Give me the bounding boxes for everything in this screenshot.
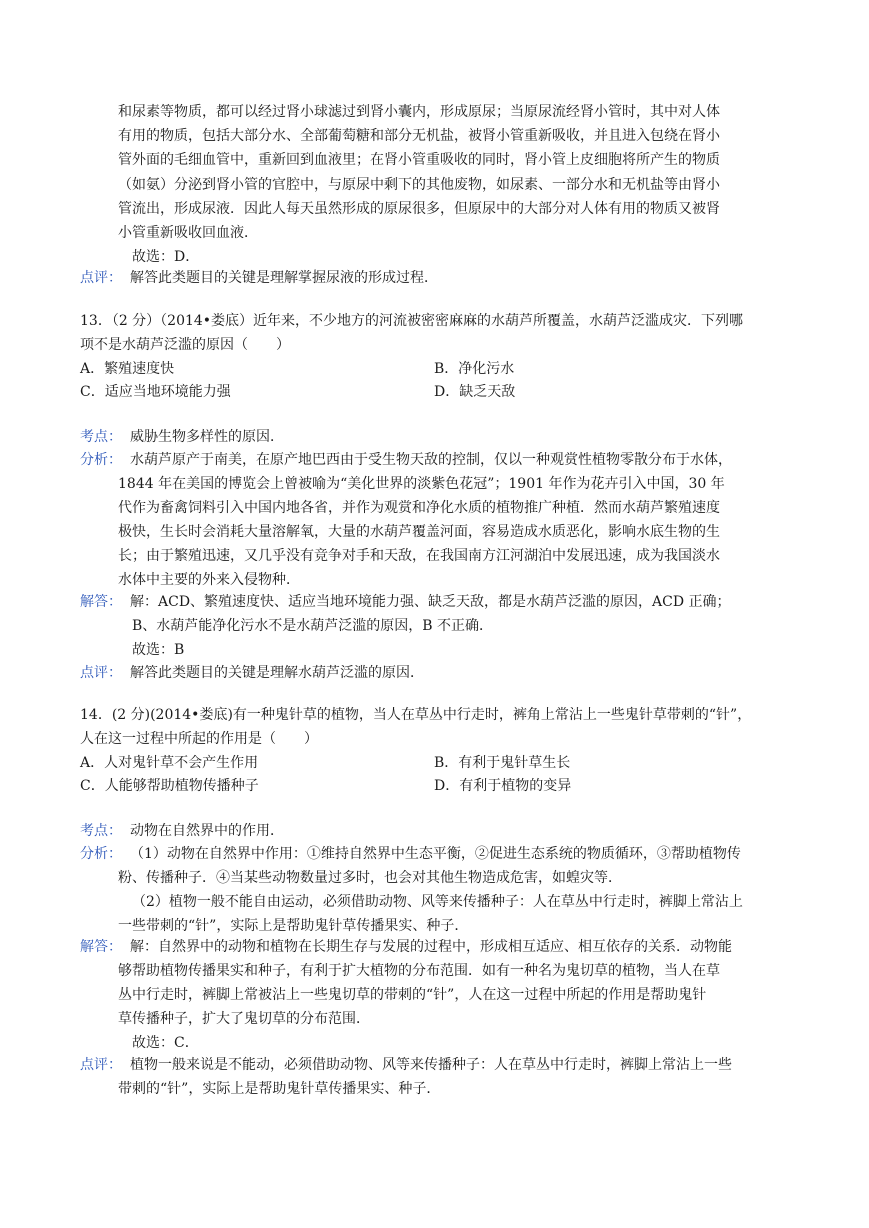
q13-stem-line: 13．（2 分）（2014•娄底）近年来，不少地方的河流被密密麻麻的水葫芦所覆盖，水葫芦泛滥成灾．下列哪	[80, 313, 744, 329]
q13-option-a: A．繁殖速度快	[80, 361, 175, 377]
q13-stem-line: 项不是水葫芦泛滥的原因（ ）	[80, 337, 290, 353]
q13-answer-label: 解答：	[80, 594, 122, 610]
q13-comment-text: 解答此类题目的关键是理解水葫芦泛滥的原因．	[130, 665, 424, 681]
q14-option-a: A．人对鬼针草不会产生作用	[80, 755, 259, 771]
q12-answer-choice: 故选：D．	[132, 249, 200, 265]
q14-comment-label: 点评：	[80, 1057, 122, 1073]
q13-comment-label: 点评：	[80, 665, 122, 681]
q12-analysis-line: 管流出，形成尿液．因此人每天虽然形成的原尿很多，但原尿中的大部分对人体有用的物质又被肾	[118, 201, 720, 217]
q13-analysis-line: 极快，生长时会消耗大量溶解氧，大量的水葫芦覆盖河面，容易造成水质恶化，影响水底生物的生	[118, 524, 720, 540]
q14-option-b: B．有利于鬼针草生长	[434, 755, 571, 771]
q13-analysis-line: 代作为畜禽饲料引入中国内地各省，并作为观赏和净化水质的植物推广种植．然而水葫芦繁殖速度	[118, 500, 720, 516]
q14-answer-line: 够帮助植物传播果实和种子，有利于扩大植物的分布范围．如有一种名为鬼切草的植物，当人在草	[118, 963, 720, 979]
q13-point-label: 考点：	[80, 429, 122, 445]
q13-analysis-line: 长；由于繁殖迅速，又几乎没有竞争对手和天敌，在我国南方江河湖泊中发展迅速，成为我国淡水	[118, 548, 720, 564]
q13-analysis-line: 水体中主要的外来入侵物种．	[118, 572, 300, 588]
q14-answer-line: 解：自然界中的动物和植物在长期生存与发展的过程中，形成相互适应、相互依存的关系．动物能	[130, 939, 732, 955]
q12-analysis-line: （如氨）分泌到肾小管的官腔中，与原尿中剩下的其他废物，如尿素、一部分水和无机盐等由肾小	[118, 177, 720, 193]
q12-analysis-line: 和尿素等物质，都可以经过肾小球滤过到肾小囊内，形成原尿；当原尿流经肾小管时，其中对人体	[118, 104, 720, 120]
q14-answer-label: 解答：	[80, 939, 122, 955]
q13-answer-choice: 故选：B	[132, 642, 185, 658]
q12-comment-text: 解答此类题目的关键是理解掌握尿液的形成过程．	[130, 270, 438, 286]
q14-comment-line: 带刺的“针”，实际上是帮助鬼针草传播果实、种子．	[118, 1081, 441, 1097]
q13-answer-line: B、水葫芦能净化污水不是水葫芦泛滥的原因，B 不正确．	[132, 618, 494, 634]
q12-analysis-line: 小管重新吸收回血液．	[118, 225, 258, 241]
q13-analysis-line: 水葫芦原产于南美，在原产地巴西由于受生物天敌的控制，仅以一种观赏性植物零散分布于水体，	[130, 452, 732, 468]
q14-answer-line: 丛中行走时，裤脚上常被沾上一些鬼切草的带刺的“针”，人在这一过程中所起的作用是帮助鬼针	[118, 987, 707, 1003]
q13-point-text: 威胁生物多样性的原因．	[130, 429, 284, 445]
q13-option-b: B．净化污水	[434, 361, 515, 377]
q14-stem-line: 人在这一过程中所起的作用是（ ）	[80, 731, 318, 747]
q14-analysis-line: 粉、传播种子．④当某些动物数量过多时，也会对其他生物造成危害，如蝗灾等．	[118, 870, 622, 886]
q14-option-d: D．有利于植物的变异	[434, 778, 572, 794]
q14-point-text: 动物在自然界中的作用．	[130, 823, 284, 839]
q14-analysis-line: （2）植物一般不能自由运动，必须借助动物、风等来传播种子：人在草丛中行走时，裤脚上常沾上	[132, 894, 743, 910]
q12-analysis-line: 管外面的毛细血管中，重新回到血液里；在肾小管重吸收的同时，肾小管上皮细胞将所产生的物质	[118, 152, 720, 168]
q13-option-c: C．适应当地环境能力强	[80, 384, 231, 400]
q14-analysis-line: （1）动物在自然界中作用：①维持自然界中生态平衡，②促进生态系统的物质循环，③帮助植物传	[130, 846, 741, 862]
q12-comment-label: 点评：	[80, 270, 122, 286]
q13-analysis-label: 分析：	[80, 452, 122, 468]
q14-point-label: 考点：	[80, 823, 122, 839]
q14-analysis-label: 分析：	[80, 846, 122, 862]
q14-analysis-line: 一些带刺的“针”，实际上是帮助鬼针草传播果实、种子．	[118, 918, 469, 934]
q13-analysis-line: 1844 年在美国的博览会上曾被喻为“美化世界的淡紫色花冠”；1901 年作为花卉引入中国，30 年	[118, 476, 725, 492]
q13-option-d: D．缺乏天敌	[434, 384, 516, 400]
q13-answer-line: 解：ACD、繁殖速度快、适应当地环境能力强、缺乏天敌，都是水葫芦泛滥的原因，ACD 正确；	[130, 594, 731, 610]
q14-answer-choice: 故选：C．	[132, 1035, 199, 1051]
q12-analysis-line: 有用的物质，包括大部分水、全部葡萄糖和部分无机盐，被肾小管重新吸收，并且进入包绕在肾小	[118, 128, 720, 144]
q14-answer-line: 草传播种子，扩大了鬼切草的分布范围．	[118, 1011, 370, 1027]
q14-comment-line: 植物一般来说是不能动，必须借助动物、风等来传播种子：人在草丛中行走时，裤脚上常沾上一些	[130, 1057, 732, 1073]
q14-option-c: C．人能够帮助植物传播种子	[80, 778, 259, 794]
q14-stem-line: 14．(2 分)(2014•娄底)有一种鬼针草的植物，当人在草丛中行走时，裤角上常沾上一些鬼针草带刺的“针”，	[80, 707, 752, 723]
